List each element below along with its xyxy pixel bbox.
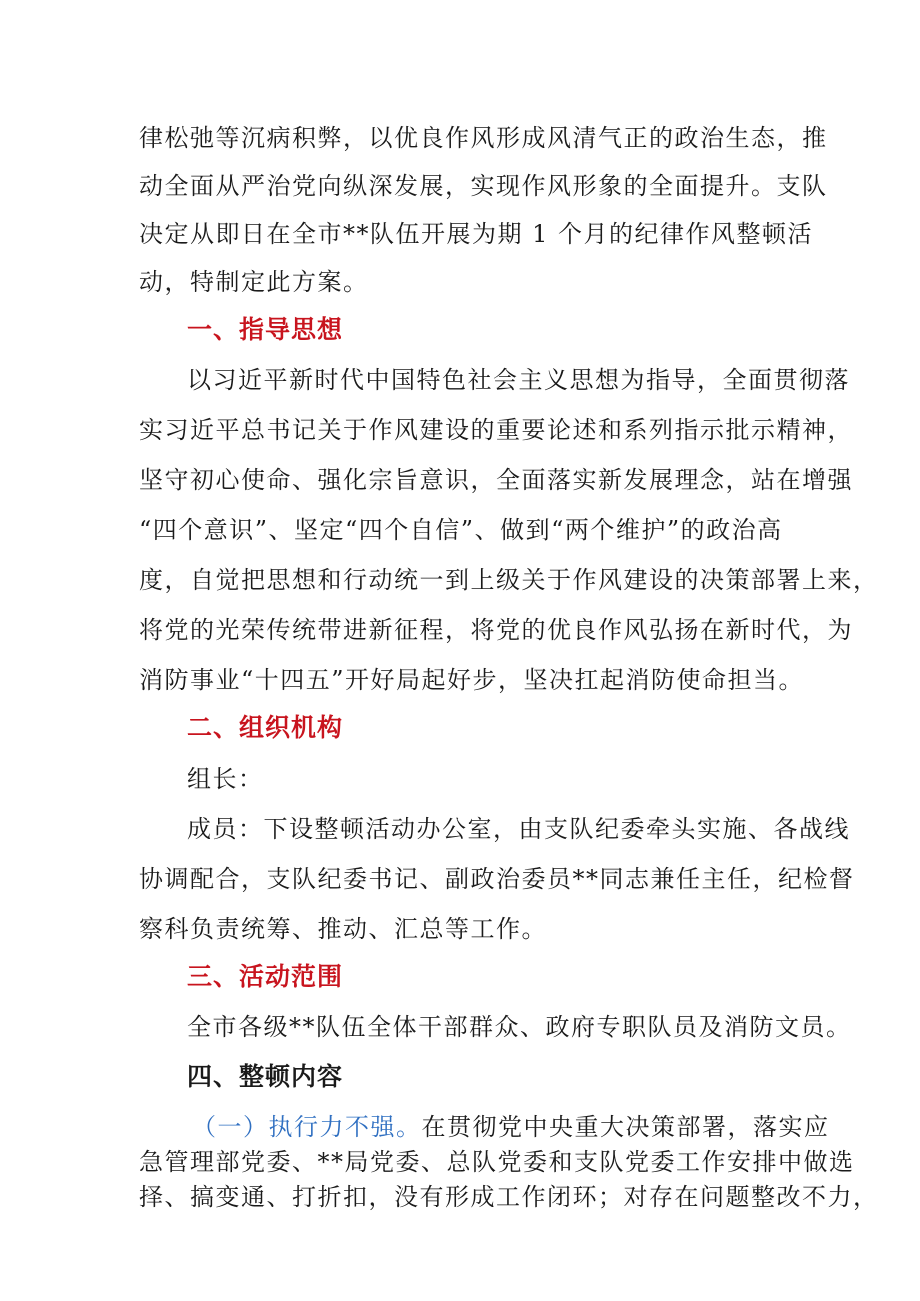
intro-line-1: 律松弛等沉病积弊，以优良作风形成风清气正的政治生态，推 — [139, 124, 828, 152]
section1-line-1: 以习近平新时代中国特色社会主义思想为指导，全面贯彻落 — [187, 366, 850, 394]
section1-line-5: 度，自觉把思想和行动统一到上级关于作风建设的决策部署上来， — [139, 566, 879, 594]
section1-line-7: 消防事业“十四五”开好局起好步，坚决扛起消防使命担当。 — [139, 666, 805, 694]
section-heading-guiding-ideology: 一、指导思想 — [187, 315, 344, 344]
section4-line-3: 择、搞变通、打折扣，没有形成工作闭环；对存在问题整改不力， — [139, 1183, 879, 1211]
section2-line-1: 成员：下设整顿活动办公室，由支队纪委牵头实施、各战线 — [187, 815, 850, 843]
section4-item1-line — [192, 1111, 830, 1143]
section1-line-6: 将党的光荣传统带进新征程，将党的优良作风弘扬在新时代，为 — [139, 616, 853, 644]
item1-text: 在贯彻党中央重大决策部署，落实应 — [421, 1113, 830, 1141]
section-heading-rectification: 四、整顿内容 — [187, 1062, 344, 1091]
intro-line-4: 动，特制定此方案。 — [139, 268, 369, 296]
intro-line-3: 决定从即日在全市**队伍开展为期 1 个月的纪律作风整顿活 — [139, 220, 814, 248]
section1-line-4: “四个意识”、坚定“四个自信”、做到“两个维护”的政治高 — [139, 516, 783, 544]
section1-line-2: 实习近平总书记关于作风建设的重要论述和系列指示批示精神， — [139, 416, 853, 444]
section3-line-1: 全市各级**队伍全体干部群众、政府专职队员及消防文员。 — [187, 1013, 852, 1041]
section-heading-organization: 二、组织机构 — [187, 713, 344, 742]
section4-line-2: 急管理部党委、**局党委、总队党委和支队党委工作安排中做选 — [139, 1148, 855, 1176]
section2-leader: 组长： — [187, 765, 264, 793]
section2-line-2: 协调配合，支队纪委书记、副政治委员**同志兼任主任，纪检督 — [139, 865, 855, 893]
section1-line-3: 坚守初心使命、强化宗旨意识，全面落实新发展理念，站在增强 — [139, 466, 853, 494]
section-heading-scope: 三、活动范围 — [187, 962, 344, 991]
item1-label: （一）执行力不强。 — [192, 1113, 422, 1141]
intro-line-2: 动全面从严治党向纵深发展，实现作风形象的全面提升。支队 — [139, 172, 828, 200]
section2-line-3: 察科负责统筹、推动、汇总等工作。 — [139, 915, 547, 943]
